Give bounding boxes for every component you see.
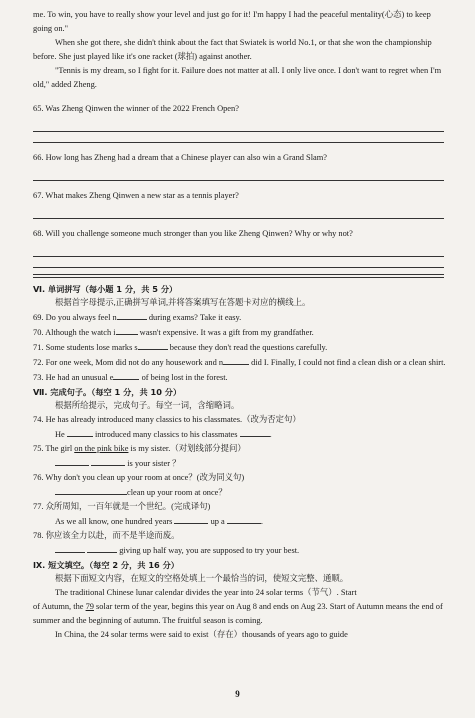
question-69: 69. Do you always feel n during exams? Take it easy. xyxy=(33,310,450,325)
passage-paragraph: me. To win, you have to really show your level and just go for it! I'm happy I had the peaceful mentality(心态) to keep going on." xyxy=(33,10,431,33)
passage-paragraph: "Tennis is my dream, so I fight for it. Failure does not matter at all. I only live once. I don't want to regret when I'm old," added Zheng. xyxy=(33,66,442,89)
question-76: 76. Why don't you clean up your room at once？(改为同义句) xyxy=(33,473,245,482)
question-77: 77. 众所周知，一百年就是一个世纪。(完成译句) xyxy=(33,502,211,511)
blank-field[interactable] xyxy=(240,427,270,437)
blank-field[interactable] xyxy=(55,456,89,466)
section-title: Ⅵ. 单词拼写（每小题 1 分，共 5 分） xyxy=(33,284,178,294)
blank-field[interactable] xyxy=(91,485,127,495)
section-divider xyxy=(33,274,444,278)
blank-field[interactable] xyxy=(113,370,139,380)
blank-field[interactable] xyxy=(55,543,85,553)
question-73: 73. He had an unusual e of being lost in the forest. xyxy=(33,370,450,385)
answer-line[interactable] xyxy=(33,245,444,257)
blank-field[interactable] xyxy=(55,485,91,495)
question-70: 70. Although the watch i wasn't expensive. It was a gift from my grandfather. xyxy=(33,325,450,340)
question-67: 67. What makes Zheng Qinwen a new star as a tennis player? xyxy=(33,191,239,200)
answer-line[interactable] xyxy=(33,257,444,268)
blank-field[interactable] xyxy=(174,514,208,524)
answer-sentence: giving up half way, you are supposed to try your best. xyxy=(33,543,450,558)
passage-paragraph: In China, the 24 solar terms were said to exist（存在）thousands of years ago to guide xyxy=(55,630,348,639)
answer-line[interactable] xyxy=(33,169,444,181)
answer-line[interactable] xyxy=(33,207,444,219)
question-68: 68. Will you challenge someone much stronger than you like Zheng Qinwen? Why or why not? xyxy=(33,229,353,238)
section-title: Ⅶ. 完成句子。（每空 1 分，共 10 分） xyxy=(33,387,182,397)
section-instruction: 根据所给提示，完成句子。每空一词，含缩略词。 xyxy=(55,401,240,410)
blank-field[interactable] xyxy=(223,355,249,365)
question-65: 65. Was Zheng Qinwen the winner of the 2022 French Open? xyxy=(33,104,239,113)
page-number: 9 xyxy=(235,689,240,699)
blank-field[interactable] xyxy=(91,456,125,466)
blank-field[interactable] xyxy=(87,543,117,553)
answer-line[interactable] xyxy=(33,132,444,143)
answer-sentence: He introduced many classics to his classmates . xyxy=(33,427,450,442)
question-75: 75. The girl on the pink bike is my sister.（对划线部分提问） xyxy=(33,444,246,453)
section-instruction: 根据下面短文内容，在短文的空格处填上一个最恰当的词，使短文完整、通顺。 xyxy=(55,574,349,583)
passage-paragraph: of Autumn, the 79 solar term of the year, begins this year on Aug 8 and ends on Aug 23. Start of Autumn means the end of summer and the beginning of autumn. The fruitful season is coming. xyxy=(33,602,443,625)
passage-paragraph: When she got there, she didn't think about the fact that Swiatek is world No.1, or that she won the championship before. She just played like it's one racket (球拍) against another. xyxy=(33,38,432,61)
question-66: 66. How long has Zheng had a dream that a Chinese player can also win a Grand Slam? xyxy=(33,153,327,162)
section-title: Ⅸ. 短文填空。（每空 2 分，共 16 分） xyxy=(33,560,179,570)
answer-sentence: is your sister ？ xyxy=(33,456,450,471)
answer-sentence: As we all know, one hundred years up a . xyxy=(33,514,450,529)
blank-field[interactable] xyxy=(227,514,261,524)
answer-sentence: clean up your room at once？ xyxy=(33,485,450,500)
question-71: 71. Some students lose marks s because they don't read the questions carefully. xyxy=(33,340,450,355)
blank-field[interactable] xyxy=(67,427,93,437)
answer-line[interactable] xyxy=(33,120,444,132)
blank-field[interactable] xyxy=(138,340,168,350)
question-72: 72. For one week, Mom did not do any housework and n did I. Finally, I could not find a clean dish or a clean shirt. xyxy=(33,355,450,370)
section-instruction: 根据首字母提示,正确拼写单词,并将答案填写在答题卡对应的横线上。 xyxy=(55,298,311,307)
question-74: 74. He has already introduced many classics to his classmates.（改为否定句） xyxy=(33,415,301,424)
blank-field[interactable] xyxy=(116,325,138,335)
question-78: 78. 你应该全力以赴，而不是半途而废。 xyxy=(33,531,180,540)
passage-paragraph: The traditional Chinese lunar calendar divides the year into 24 solar terms（节气）. Start xyxy=(55,588,357,597)
blank-field[interactable] xyxy=(117,310,147,320)
blank-79[interactable]: 79 xyxy=(85,602,94,611)
